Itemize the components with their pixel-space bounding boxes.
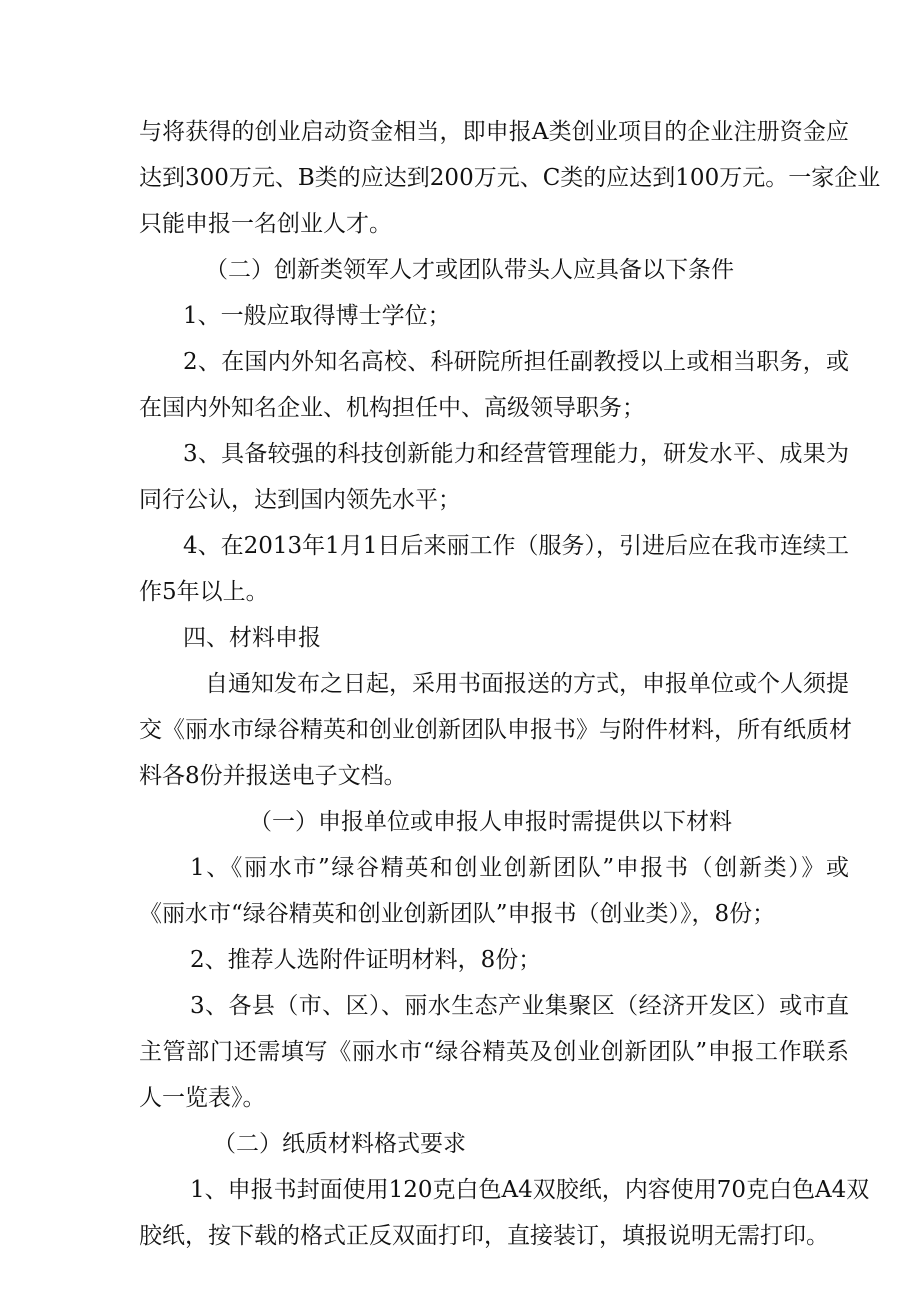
paragraph-line: 只能申报一名创业人才。 bbox=[139, 211, 392, 237]
list-item: 1、一般应取得博士学位； bbox=[183, 303, 451, 329]
list-item: 3、具备较强的科技创新能力和经营管理能力，研发水平、成果为 bbox=[183, 441, 849, 467]
paragraph-line: 与将获得的创业启动资金相当，即申报A类创业项目的企业注册资金应 bbox=[139, 119, 849, 145]
section-heading: （二）纸质材料格式要求 bbox=[213, 1131, 466, 1157]
list-item: 2、在国内外知名高校、科研院所担任副教授以上或相当职务，或 bbox=[183, 349, 849, 375]
list-item: 2、推荐人选附件证明材料，8份； bbox=[190, 947, 542, 973]
section-heading: （二）创新类领军人才或团队带头人应具备以下条件 bbox=[205, 257, 734, 283]
list-item-continued: 同行公认，达到国内领先水平； bbox=[139, 487, 461, 513]
section-heading: （一）申报单位或申报人申报时需提供以下材料 bbox=[249, 809, 732, 835]
list-item: 1、《丽水市”绿谷精英和创业创新团队”申报书（创新类）》或 bbox=[190, 855, 849, 881]
paragraph-line: 达到300万元、B类的应达到200万元、C类的应达到100万元。一家企业 bbox=[139, 165, 881, 191]
list-item-continued: 人一览表》。 bbox=[139, 1085, 266, 1111]
list-item-continued: 主管部门还需填写《丽水市“绿谷精英及创业创新团队”申报工作联系 bbox=[139, 1039, 849, 1065]
paragraph-line: 自通知发布之日起，采用书面报送的方式，申报单位或个人须提 bbox=[205, 671, 849, 697]
paragraph-line: 交《丽水市绿谷精英和创业创新团队申报书》与附件材料，所有纸质材 bbox=[139, 717, 852, 743]
paragraph-line: 料各8份并报送电子文档。 bbox=[139, 763, 407, 789]
list-item-continued: 在国内外知名企业、机构担任中、高级领导职务； bbox=[139, 395, 645, 421]
list-item-continued: 胶纸，按下载的格式正反双面打印，直接装订，填报说明无需打印。 bbox=[139, 1223, 829, 1249]
section-heading: 四、材料申报 bbox=[183, 625, 321, 651]
list-item: 3、各县（市、区）、丽水生态产业集聚区（经济开发区）或市直 bbox=[190, 993, 849, 1019]
list-item: 4、在2013年1月1日后来丽工作（服务），引进后应在我市连续工 bbox=[183, 533, 849, 559]
list-item: 1、申报书封面使用120克白色A4双胶纸，内容使用70克白色A4双 bbox=[190, 1177, 870, 1203]
list-item-continued: 作5年以上。 bbox=[139, 579, 269, 605]
list-item-continued: 《丽水市“绿谷精英和创业创新团队”申报书（创业类）》，8份； bbox=[139, 901, 776, 927]
